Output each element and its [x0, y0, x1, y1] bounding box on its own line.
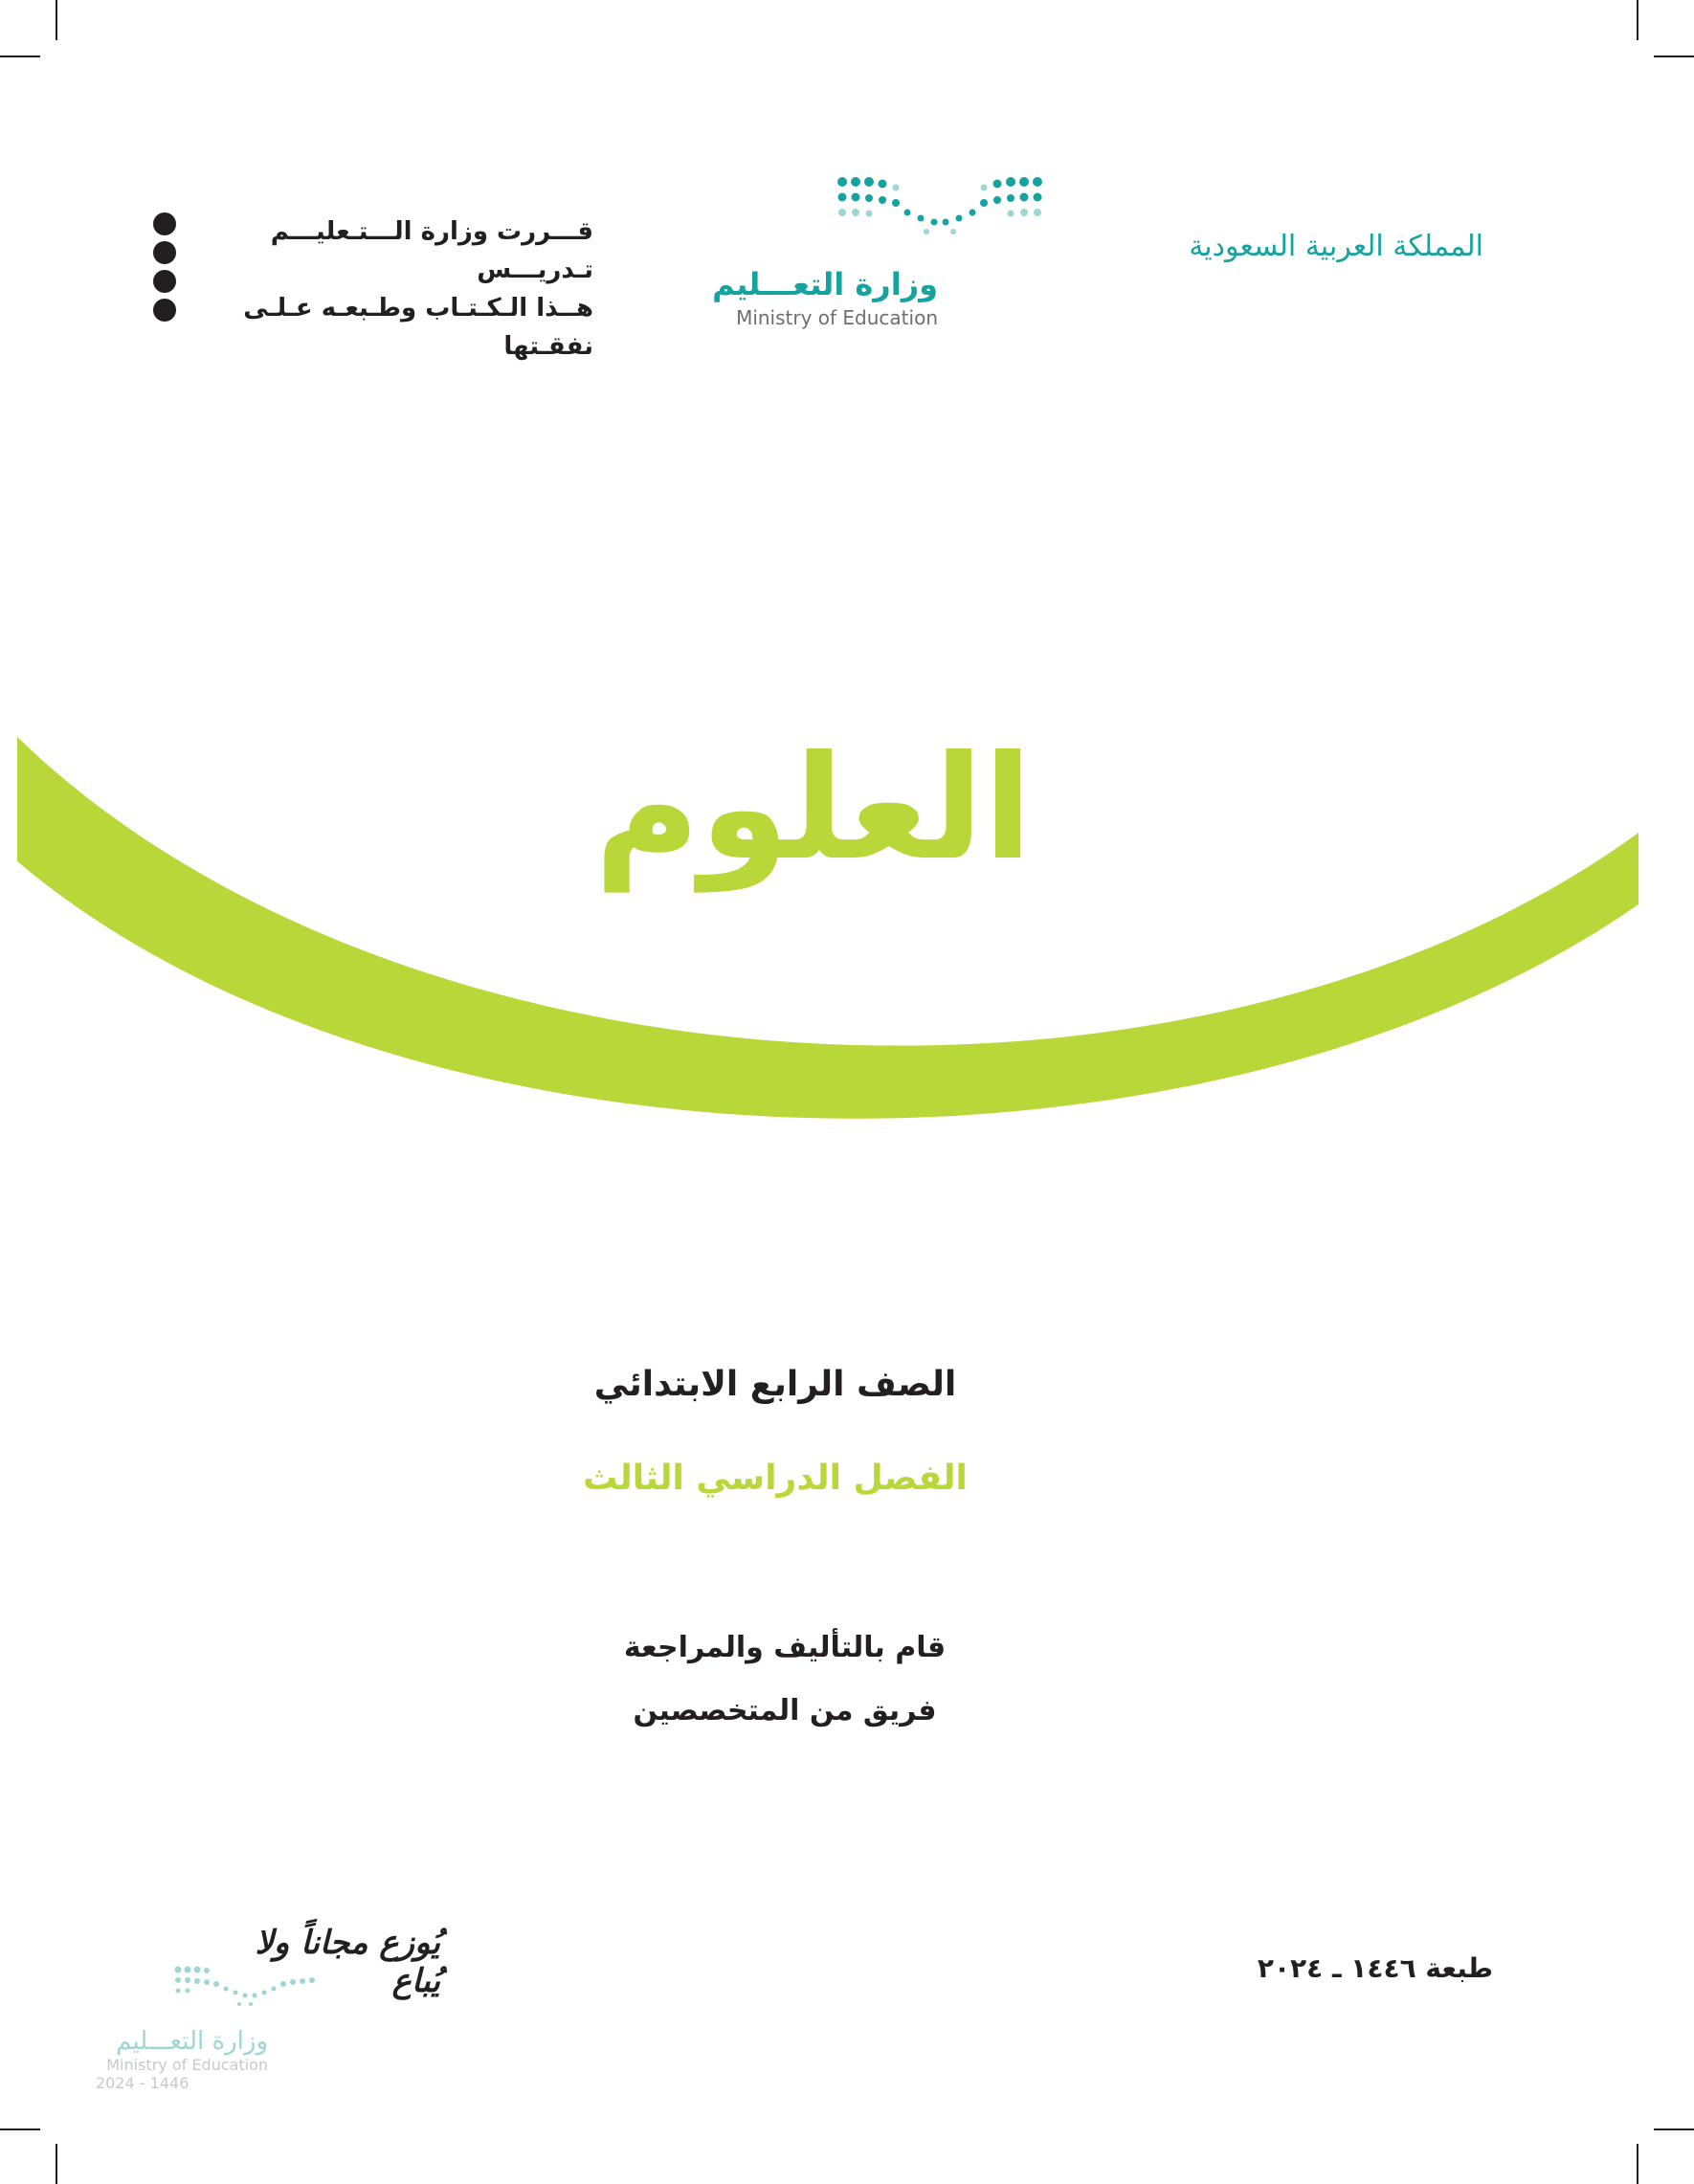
- watermark-ministry-en: Ministry of Education: [106, 2056, 268, 2074]
- free-distribution-badge: [172, 1924, 440, 2019]
- semester: الفصل الدراسي الثالث: [583, 1459, 968, 1498]
- ministry-name-ar: وزارة التعـــليم: [712, 266, 938, 302]
- authors-line-1: قام بالتأليف والمراجعة: [623, 1631, 947, 1664]
- book-title: العلوم: [594, 725, 1033, 892]
- approval-text: [172, 212, 593, 366]
- watermark-year: 2024 - 1446: [96, 2074, 189, 2092]
- edition: طبعة ١٤٤٦ ـ ٢٠٢٤: [1257, 1952, 1493, 1984]
- ministry-name-en: Ministry of Education: [736, 306, 938, 329]
- ministry-logo: [708, 163, 1053, 345]
- kingdom-name: المملكة العربية السعودية: [1189, 230, 1483, 263]
- free-dots-icon: [172, 1964, 354, 2012]
- moe-logo-dots-icon: [835, 174, 1045, 241]
- ministry-watermark: [57, 2027, 268, 2092]
- approval-line-1: قـــررت وزارة الـــتـعليـــم تـدريـــس: [270, 217, 593, 284]
- free-distribution-text: يُوزع مجاناً ولا يُباع: [255, 1924, 440, 2000]
- authors-line-2: فريق من المتخصصين: [633, 1694, 937, 1727]
- approval-line-2: هــذا الـكـتـاب وطـبعـه عـلـى نفقـتها: [243, 294, 593, 361]
- grade-level: الصف الرابع الابتدائي: [593, 1365, 957, 1404]
- watermark-ministry-ar: وزارة التعـــليم: [116, 2027, 268, 2056]
